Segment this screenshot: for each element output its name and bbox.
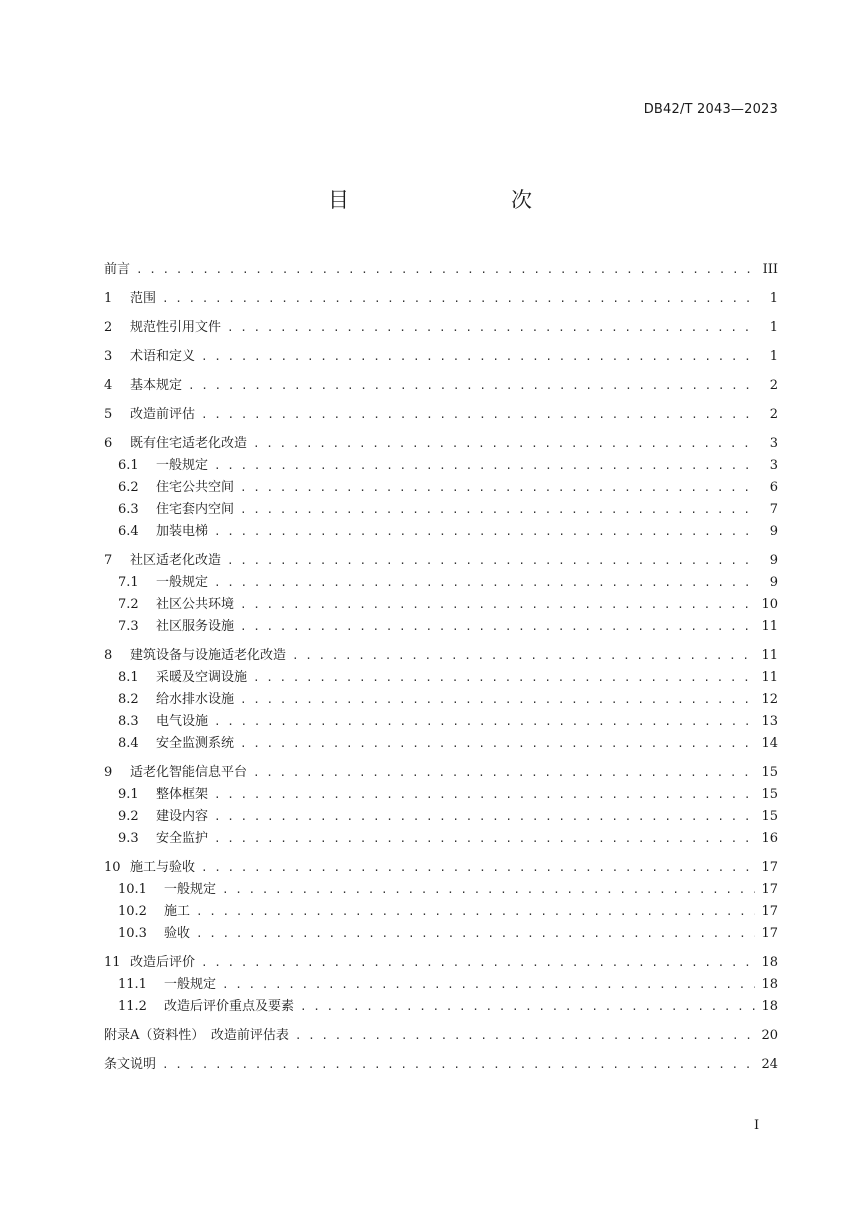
toc-entry[interactable] — [104, 952, 778, 974]
table-of-contents — [104, 259, 778, 1076]
dot-leader — [240, 616, 755, 638]
toc-entry-number: 8.4 — [118, 736, 139, 751]
dot-leader — [196, 901, 755, 923]
toc-entry-label: 基本规定 — [130, 378, 183, 393]
dot-leader — [253, 433, 758, 455]
toc-entry-page: 11 — [761, 648, 778, 663]
dot-leader — [240, 477, 758, 499]
toc-entry-number: 10.2 — [118, 904, 147, 919]
toc-entry-number: 2 — [104, 320, 113, 335]
toc-entry[interactable] — [104, 806, 778, 828]
toc-entry-page: 15 — [761, 809, 778, 824]
toc-entry-page: 9 — [769, 575, 778, 590]
toc-entry-page: 18 — [761, 955, 778, 970]
toc-entry[interactable] — [104, 784, 778, 806]
toc-entry-number: 9.2 — [118, 809, 139, 824]
toc-entry-page: 20 — [761, 1028, 778, 1043]
toc-entry-number: 6.2 — [118, 480, 139, 495]
toc-entry[interactable] — [104, 857, 778, 879]
toc-entry-page: 18 — [761, 999, 778, 1014]
toc-entry-page: 9 — [769, 553, 778, 568]
toc-entry-page: 2 — [769, 407, 778, 422]
toc-entry-label: 既有住宅适老化改造 — [130, 436, 248, 451]
toc-title: 目 次 — [328, 188, 572, 212]
toc-entry-number: 6.4 — [118, 524, 139, 539]
toc-entry-page: 7 — [769, 502, 778, 517]
dot-leader — [227, 317, 758, 339]
dot-leader — [240, 499, 758, 521]
dot-leader — [201, 346, 758, 368]
toc-entry-page: 11 — [761, 670, 778, 685]
toc-entry-page: 2 — [769, 378, 778, 393]
toc-entry-label: 施工 — [164, 904, 191, 919]
toc-entry[interactable] — [104, 733, 778, 755]
toc-entry-number: 1 — [104, 291, 113, 306]
toc-entry[interactable] — [104, 550, 778, 572]
dot-leader — [214, 521, 758, 543]
dot-leader — [214, 828, 755, 850]
toc-entry-label: 验收 — [164, 926, 191, 941]
toc-entry-number: 6.3 — [118, 502, 139, 517]
toc-entry-page: 1 — [769, 291, 778, 306]
toc-entry-label: 采暖及空调设施 — [156, 670, 248, 685]
dot-leader — [162, 288, 758, 310]
toc-entry[interactable] — [104, 375, 778, 397]
toc-entry-page: III — [762, 262, 778, 277]
page-number: I — [754, 1118, 760, 1133]
dot-leader — [240, 733, 755, 755]
dot-leader — [240, 689, 755, 711]
toc-entry-page: 3 — [769, 436, 778, 451]
dot-leader — [201, 952, 755, 974]
toc-entry[interactable] — [104, 901, 778, 923]
dot-leader — [136, 259, 757, 281]
dot-leader — [222, 879, 755, 901]
toc-entry[interactable] — [104, 1025, 778, 1047]
toc-entry[interactable] — [104, 455, 778, 477]
toc-entry-page: 6 — [769, 480, 778, 495]
document-code: DB42/T 2043—2023 — [643, 102, 778, 117]
toc-entry-number: 8.2 — [118, 692, 139, 707]
toc-entry-number: 11 — [104, 955, 121, 970]
toc-entry-label: 改造前评估 — [130, 407, 196, 422]
toc-entry-label: 安全监测系统 — [156, 736, 235, 751]
toc-entry-label: 范围 — [130, 291, 157, 306]
toc-entry[interactable] — [104, 346, 778, 368]
toc-entry-page: 1 — [769, 349, 778, 364]
dot-leader — [295, 1025, 756, 1047]
toc-entry[interactable] — [104, 433, 778, 455]
toc-entry-label: 改造后评价重点及要素 — [164, 999, 295, 1014]
toc-entry-number: 9.3 — [118, 831, 139, 846]
toc-entry[interactable] — [104, 259, 778, 281]
toc-entry-number: 6 — [104, 436, 113, 451]
toc-entry[interactable] — [104, 616, 778, 638]
toc-entry-label: 适老化智能信息平台 — [130, 765, 248, 780]
toc-entry-page: 18 — [761, 977, 778, 992]
toc-entry-page: 17 — [761, 904, 778, 919]
dot-leader — [214, 711, 755, 733]
toc-entry-number: 8 — [104, 648, 113, 663]
toc-entry-number: 11.2 — [118, 999, 147, 1014]
dot-leader — [292, 645, 755, 667]
toc-entry[interactable] — [104, 645, 778, 667]
toc-entry-page: 11 — [761, 619, 778, 634]
toc-entry-label: 给水排水设施 — [156, 692, 235, 707]
dot-leader — [253, 667, 755, 689]
dot-leader — [201, 857, 755, 879]
toc-entry-label: 加装电梯 — [156, 524, 209, 539]
toc-entry-number: 9 — [104, 765, 113, 780]
dot-leader — [188, 375, 758, 397]
toc-entry-page: 14 — [761, 736, 778, 751]
toc-entry-label: 改造后评价 — [130, 955, 196, 970]
toc-entry-page: 3 — [769, 458, 778, 473]
toc-entry-number: 10.1 — [118, 882, 147, 897]
toc-entry-number: 6.1 — [118, 458, 139, 473]
toc-entry[interactable] — [104, 711, 778, 733]
dot-leader — [214, 572, 758, 594]
toc-entry-number: 9.1 — [118, 787, 139, 802]
toc-entry-number: 3 — [104, 349, 113, 364]
toc-entry[interactable] — [104, 477, 778, 499]
dot-leader — [201, 404, 758, 426]
toc-entry-label: 建设内容 — [156, 809, 209, 824]
dot-leader — [162, 1054, 755, 1076]
toc-entry[interactable] — [104, 1054, 778, 1076]
toc-entry-number: 7.2 — [118, 597, 139, 612]
toc-entry-label: 社区公共环境 — [156, 597, 235, 612]
toc-entry-page: 1 — [769, 320, 778, 335]
dot-leader — [214, 806, 755, 828]
toc-entry-page: 17 — [761, 926, 778, 941]
toc-entry-label: 附录A（资料性） 改造前评估表 — [104, 1028, 289, 1043]
toc-entry[interactable] — [104, 828, 778, 850]
toc-entry[interactable] — [104, 404, 778, 426]
toc-entry[interactable] — [104, 521, 778, 543]
toc-entry-number: 4 — [104, 378, 113, 393]
toc-entry-label: 一般规定 — [156, 575, 209, 590]
toc-entry-number: 11.1 — [118, 977, 147, 992]
toc-entry-label: 住宅公共空间 — [156, 480, 235, 495]
toc-entry-number: 10 — [104, 860, 121, 875]
toc-entry-label: 住宅套内空间 — [156, 502, 235, 517]
toc-entry-label: 前言 — [104, 262, 131, 277]
toc-entry[interactable] — [104, 317, 778, 339]
toc-entry-page: 24 — [761, 1057, 778, 1072]
toc-entry-label: 社区服务设施 — [156, 619, 235, 634]
toc-entry-label: 规范性引用文件 — [130, 320, 222, 335]
toc-entry-label: 整体框架 — [156, 787, 209, 802]
toc-entry-number: 7 — [104, 553, 113, 568]
toc-entry-number: 8.3 — [118, 714, 139, 729]
toc-entry[interactable] — [104, 572, 778, 594]
toc-entry-page: 10 — [761, 597, 778, 612]
toc-entry-page: 9 — [769, 524, 778, 539]
toc-entry-label: 一般规定 — [156, 458, 209, 473]
toc-entry-number: 7.3 — [118, 619, 139, 634]
toc-entry-page: 12 — [761, 692, 778, 707]
dot-leader — [253, 762, 755, 784]
toc-entry-page: 15 — [761, 787, 778, 802]
toc-entry-number: 5 — [104, 407, 113, 422]
dot-leader — [300, 996, 755, 1018]
toc-entry-label: 一般规定 — [164, 882, 217, 897]
toc-entry[interactable] — [104, 689, 778, 711]
toc-entry-page: 16 — [761, 831, 778, 846]
toc-entry[interactable] — [104, 288, 778, 310]
toc-entry[interactable] — [104, 762, 778, 784]
toc-entry-label: 条文说明 — [104, 1057, 157, 1072]
toc-entry-label: 施工与验收 — [130, 860, 196, 875]
dot-leader — [214, 784, 755, 806]
toc-entry-label: 术语和定义 — [130, 349, 196, 364]
dot-leader — [222, 974, 755, 996]
toc-entry-number: 7.1 — [118, 575, 139, 590]
toc-entry-label: 建筑设备与设施适老化改造 — [130, 648, 287, 663]
toc-entry-label: 一般规定 — [164, 977, 217, 992]
toc-entry[interactable] — [104, 499, 778, 521]
toc-entry[interactable] — [104, 594, 778, 616]
toc-entry[interactable] — [104, 974, 778, 996]
toc-entry-number: 10.3 — [118, 926, 147, 941]
dot-leader — [196, 923, 755, 945]
toc-entry[interactable] — [104, 667, 778, 689]
dot-leader — [240, 594, 755, 616]
dot-leader — [227, 550, 758, 572]
toc-entry-label: 社区适老化改造 — [130, 553, 222, 568]
toc-entry-page: 17 — [761, 860, 778, 875]
toc-entry-page: 17 — [761, 882, 778, 897]
dot-leader — [214, 455, 758, 477]
toc-entry-number: 8.1 — [118, 670, 139, 685]
toc-entry[interactable] — [104, 996, 778, 1018]
toc-entry[interactable] — [104, 879, 778, 901]
toc-entry-label: 电气设施 — [156, 714, 209, 729]
toc-entry[interactable] — [104, 923, 778, 945]
toc-entry-page: 15 — [761, 765, 778, 780]
toc-entry-page: 13 — [761, 714, 778, 729]
toc-entry-label: 安全监护 — [156, 831, 209, 846]
